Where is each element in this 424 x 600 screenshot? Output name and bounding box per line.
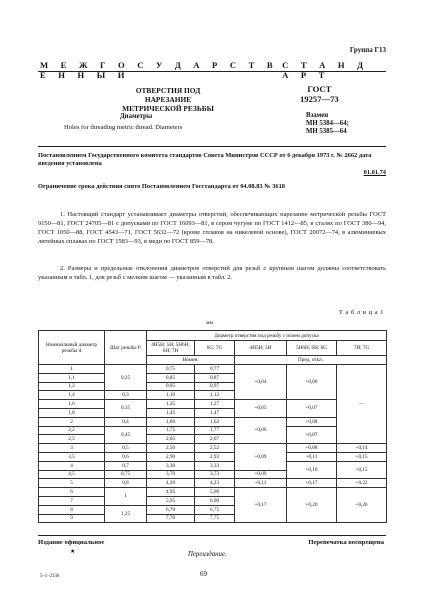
- cell-pitch: 0,5: [105, 444, 147, 453]
- cell-nom1: 4,20: [147, 479, 195, 488]
- cell-d: 1,1: [39, 373, 105, 382]
- cell-nom2: 1,27: [195, 400, 235, 409]
- cell-nom2: 3,73: [195, 470, 235, 479]
- cell-dev3: +0,22: [337, 479, 387, 488]
- cell-nom1: 4,95: [147, 488, 195, 497]
- cell-pitch: 0,75: [105, 470, 147, 479]
- cell-nom2: 0,97: [195, 382, 235, 391]
- title-line-2: МЕТРИЧЕСКОЙ РЕЗЬБЫ: [122, 104, 214, 113]
- table-row: [39, 417, 387, 426]
- cell-pitch: 0,45: [105, 426, 147, 444]
- cell-nom2: 1,47: [195, 408, 235, 417]
- restriction-text: Ограничение срока действия снято Постановлением Госстандарта от 04.08.83 № 3618: [38, 183, 285, 190]
- decree-text: Постановлением Государственного комитета стандартов Совета Министров СССР от 6 декабря 1973 г. № 2662 дата введения установлена: [38, 152, 372, 167]
- cell-dev1: +0,09: [235, 444, 287, 470]
- cell-d: 3: [39, 444, 105, 453]
- cell-d: 1: [39, 365, 105, 374]
- cell-nom2: 2,52: [195, 444, 235, 453]
- cell-d: 1,8: [39, 408, 105, 417]
- cell-dev2: +0,06: [287, 365, 337, 400]
- doc-title: [118, 86, 218, 113]
- cell-nom1: 1,75: [147, 426, 195, 435]
- cell-d: 4,5: [39, 470, 105, 479]
- cell-nom2: 7,75: [195, 514, 235, 523]
- cell-nom1: 2,90: [147, 452, 195, 461]
- cell-nom2: 1,77: [195, 426, 235, 435]
- cell-dev1: +0,09: [235, 470, 287, 479]
- table-row: [39, 461, 387, 470]
- cell-nom1: 7,70: [147, 514, 195, 523]
- cell-nom2: 1,12: [195, 391, 235, 400]
- replaces-label: Взамен: [306, 112, 329, 119]
- footer-rule: [38, 535, 386, 536]
- cell-dev1: +0,05: [235, 400, 287, 418]
- paragraph-2: 2. Размеры и предельные отклонения диаметров отверстий для резьб с крупным шагом должны соответствовать указанным в табл. 1, для резьб с мелким шагом — указанным в табл. 2.: [38, 265, 386, 281]
- paragraph-1: 1. Настоящий стандарт устанавливает диаметры отверстий, обеспечивающих нарезание метрической резьбы ГОСТ 9150—81, ГОСТ 24705—81 с допусками по ГОСТ 16093—81, в сером чугуне по ГОСТ 1412—85, в сталях по ГОСТ 380—94, ГОСТ 1050—88, ГОСТ 4543—71, ГОСТ 5632—72 (кроме сплавов на никелевой основе), ГОСТ 20072—74, в алюминиевых литейных сплавах по ГОСТ 1583—93, в меди по ГОСТ 859—78.: [38, 211, 386, 245]
- cell-dev3: +0,15: [337, 461, 387, 479]
- cell-pitch: 0,35: [105, 400, 147, 418]
- header-tolerance-group: Диаметр отверстия под резьбу с полем допуска: [147, 331, 387, 341]
- cell-d: 9: [39, 514, 105, 523]
- replaces-block: [306, 112, 349, 136]
- header-nominal: Номин.: [147, 356, 235, 365]
- cell-d: 1,4: [39, 391, 105, 400]
- reprint-note: Переиздание.: [188, 551, 227, 558]
- cell-dev2: +0,07: [287, 400, 337, 418]
- table-row: [39, 444, 387, 453]
- cell-d: 2: [39, 417, 105, 426]
- cell-nom2: 0,87: [195, 373, 235, 382]
- cell-nom1: 5,95: [147, 496, 195, 505]
- cell-nom1: 6,70: [147, 505, 195, 514]
- header-nominal-diameter: Номинальный диаметр резьбы d: [39, 331, 105, 365]
- cell-d: 2,2: [39, 426, 105, 435]
- cell-nom1: 2,50: [147, 444, 195, 453]
- cell-d: 8: [39, 505, 105, 514]
- doc-subtitle: Диаметры: [120, 113, 153, 120]
- cell-pitch: 0,7: [105, 461, 147, 470]
- cell-dev2: +0,08: [287, 444, 337, 453]
- cell-dev3: +0,26: [337, 488, 387, 523]
- cell-dev2: +0,20: [287, 488, 337, 523]
- cell-dev2: +0,11: [287, 452, 337, 461]
- cell-pitch: 0,3: [105, 391, 147, 400]
- cell-nom1: 0,95: [147, 382, 195, 391]
- cell-d: 1,2: [39, 382, 105, 391]
- table-unit: мм: [206, 320, 214, 326]
- header-tol-4h5h: 4H5H; 5H; 5H6H; 6H; 7H: [147, 341, 195, 356]
- replaces-item: МН 5385—64: [306, 128, 347, 135]
- cell-dev1: +0,17: [235, 488, 287, 523]
- replaces-item: МН 5384—64;: [306, 120, 349, 127]
- table-row: [39, 479, 387, 488]
- table-row: [39, 488, 387, 497]
- cell-nom2: 4,23: [195, 479, 235, 488]
- header-rule: [38, 146, 386, 147]
- cell-pitch: 1,25: [105, 505, 147, 523]
- cell-dev3: +0,14: [337, 444, 387, 453]
- cell-dev1: +0,04: [235, 365, 287, 400]
- state-standard-banner: [40, 60, 384, 80]
- cell-dev1: +0,11: [235, 479, 287, 488]
- cell-pitch: 0,4: [105, 417, 147, 426]
- cell-d: 6: [39, 488, 105, 497]
- cell-nom1: 3,30: [147, 461, 195, 470]
- english-title: Holes for threading metric thread. Diameters: [64, 124, 183, 131]
- title-line-1: ОТВЕРСТИЯ ПОД НАРЕЗАНИЕ: [135, 86, 201, 104]
- gost-number-block: [300, 84, 339, 104]
- cell-dev3: +0,15: [337, 452, 387, 461]
- cell-dev2: +0,17: [287, 479, 337, 488]
- header-tol-5h6h: 5H6H; 6H; 6G: [287, 341, 337, 356]
- cell-nom1: 1,10: [147, 391, 195, 400]
- page-number: 69: [200, 570, 207, 578]
- cell-pitch: 0,25: [105, 365, 147, 391]
- cell-nom1: 0,85: [147, 373, 195, 382]
- cell-d: 2,5: [39, 435, 105, 444]
- cell-d: 5: [39, 479, 105, 488]
- cell-pitch: 1: [105, 488, 147, 506]
- cell-dev3: —: [337, 365, 387, 444]
- cell-d: 1,6: [39, 400, 105, 409]
- gost-label: ГОСТ: [307, 84, 332, 94]
- diameters-table: [38, 330, 387, 523]
- print-code: 5–1–2336: [40, 574, 60, 579]
- table-row: [39, 426, 387, 435]
- cell-nom1: 2,05: [147, 435, 195, 444]
- cell-nom2: 5,00: [195, 488, 235, 497]
- cell-nom1: 1,25: [147, 400, 195, 409]
- group-label: Группа Г13: [349, 46, 386, 54]
- cell-nom2: 2,07: [195, 435, 235, 444]
- header-deviation: Пред. откл.: [235, 356, 387, 365]
- cell-nom1: 1,45: [147, 408, 195, 417]
- cell-nom2: 6,75: [195, 505, 235, 514]
- header-tol-4h5h-5h: 4H5H; 5H: [235, 341, 287, 356]
- cell-d: 4: [39, 461, 105, 470]
- table-row: [39, 400, 387, 409]
- cell-nom1: 1,60: [147, 417, 195, 426]
- banner-rule: [38, 71, 386, 72]
- gost-number: 19257—73: [300, 94, 339, 104]
- reprint-forbidden: Перепечатка воспрещена: [308, 539, 384, 546]
- cell-dev2: +0,10: [287, 461, 337, 479]
- table-row: [39, 365, 387, 374]
- cell-nom1: 0,75: [147, 365, 195, 374]
- cell-pitch: 0,6: [105, 452, 147, 461]
- header-pitch: Шаг резьбы P: [105, 331, 147, 365]
- cell-nom2: 6,00: [195, 496, 235, 505]
- header-tol-7h7g: 7H; 7G: [337, 341, 387, 356]
- cell-nom1: 3,70: [147, 470, 195, 479]
- cell-pitch: 0,8: [105, 479, 147, 488]
- header-tol-6g7g: 6G; 7G: [195, 341, 235, 356]
- cell-nom2: 1,62: [195, 417, 235, 426]
- cell-d: 7: [39, 496, 105, 505]
- banner-left: М Е Ж Г О С У Д А Р С Т В Е Н Н Ы Й: [40, 60, 278, 80]
- official-edition: Издание официальное: [38, 539, 105, 546]
- star-icon: ★: [70, 549, 76, 555]
- banner-right: С Т А Н Д А Р Т: [282, 60, 369, 80]
- cell-nom2: 3,33: [195, 461, 235, 470]
- cell-dev1: +0,06: [235, 417, 287, 443]
- cell-nom2: 2,93: [195, 452, 235, 461]
- cell-dev2: +0,07: [287, 426, 337, 444]
- cell-d: 3,5: [39, 452, 105, 461]
- intro-date: 01.01.74: [363, 169, 386, 176]
- table-caption: Т а б л и ц а 1: [338, 309, 384, 316]
- table-row: [39, 452, 387, 461]
- cell-nom2: 0,77: [195, 365, 235, 374]
- cell-dev2: +0,08: [287, 417, 337, 426]
